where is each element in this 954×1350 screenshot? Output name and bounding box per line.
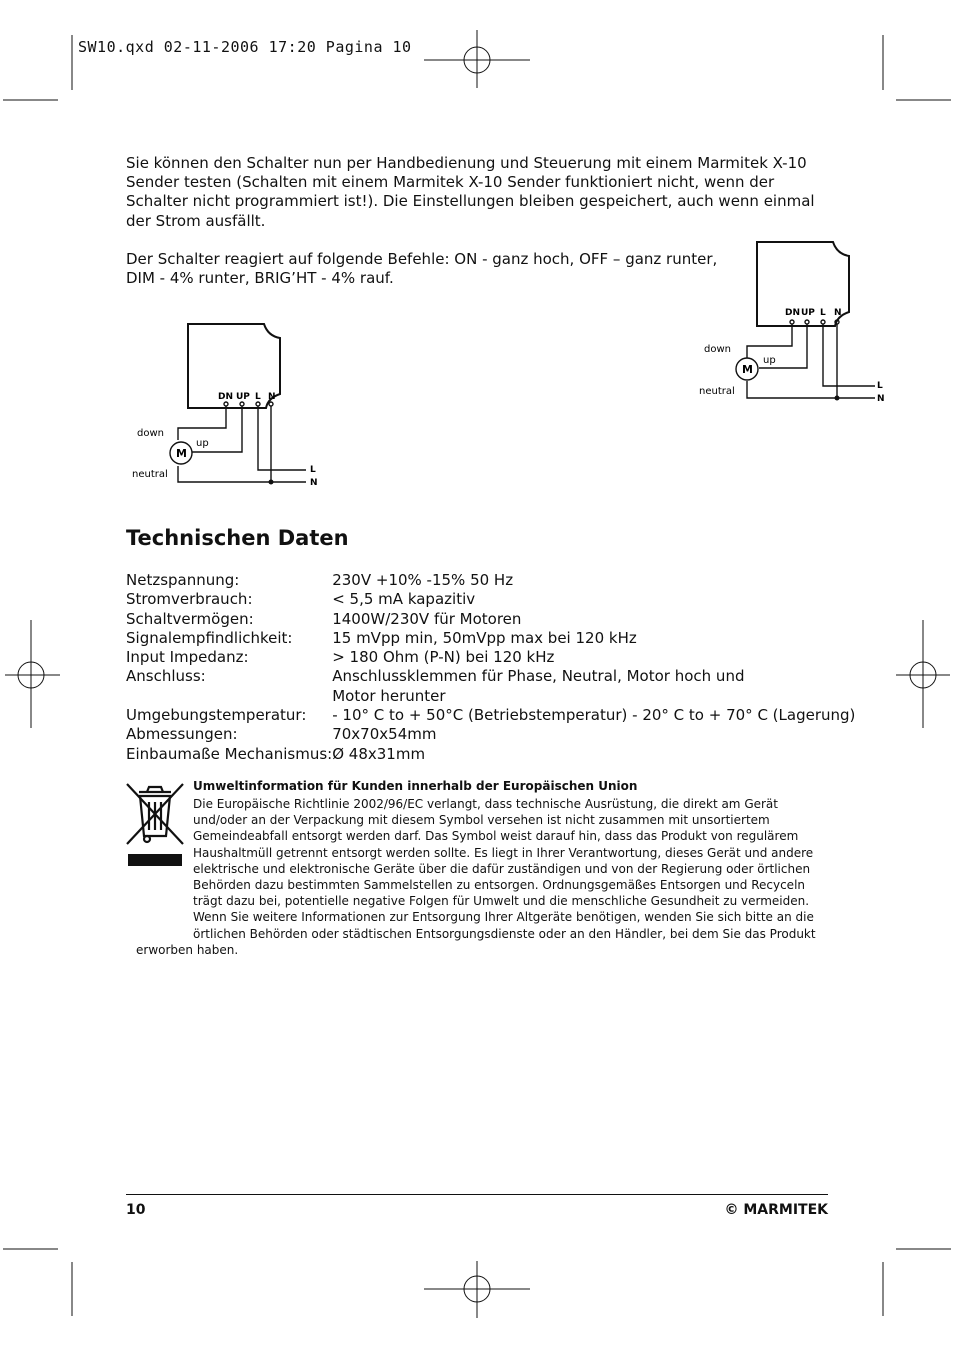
intro-paragraph: Sie können den Schalter nun per Handbedienung und Steuerung mit einem Marmitek X-10 Sender testen (Schalten mit einem Marmitek X-10 Sender funktioniert nicht, wenn der Schalter nicht programmiert ist!). Die Einstellungen bleiben gespeichert, auch wenn einmal der Strom ausfällt. <box>126 154 815 230</box>
label-up: up <box>763 355 776 366</box>
spec-value: > 180 Ohm (P-N) bei 120 kHz <box>332 648 555 667</box>
label-down: down <box>137 428 164 439</box>
spec-value <box>332 667 855 706</box>
section-title: Technischen Daten <box>126 526 349 550</box>
file-slug: SW10.qxd 02-11-2006 17:20 Pagina 10 <box>78 38 412 56</box>
terminal-dn: DN <box>785 308 801 318</box>
page-number: 10 <box>126 1202 146 1218</box>
line-n: N <box>310 478 318 488</box>
spec-row <box>126 629 855 648</box>
footer-rule <box>126 1194 828 1195</box>
wiring-diagram-right <box>697 236 892 406</box>
spec-value: Ø 48x31mm <box>332 744 426 763</box>
spec-row <box>126 706 855 725</box>
spec-label: Umgebungstemperatur: <box>126 706 307 725</box>
spec-label: Schaltvermögen: <box>126 609 254 628</box>
terminal-up: UP <box>236 392 250 402</box>
spec-value-line-1: Anschlussklemmen für Phase, Neutral, Motor hoch und <box>332 667 745 686</box>
spec-label: Input Impedanz: <box>126 648 249 667</box>
spec-row <box>126 590 855 609</box>
terminal-n: N <box>268 392 276 402</box>
label-neutral: neutral <box>699 386 735 397</box>
spec-row <box>126 648 855 667</box>
terminal-l: L <box>255 392 261 402</box>
spec-value: - 10° C to + 50°C (Betriebstemperatur) - 20° C to + 70° C (Lagerung) <box>332 706 856 725</box>
wiring-diagram-left <box>126 318 326 490</box>
spec-label: Einbaumaße Mechanismus: <box>126 744 333 763</box>
spec-row <box>126 725 855 744</box>
spec-row <box>126 667 855 706</box>
spec-label: Netzspannung: <box>126 571 240 589</box>
label-motor: M <box>176 447 187 460</box>
environment-title: Umweltinformation für Kunden innerhalb der Europäischen Union <box>193 779 638 793</box>
terminal-dn: DN <box>218 392 234 402</box>
commands-line-2: DIM - 4% runter, BRIG’HT - 4% rauf. <box>126 269 394 288</box>
spec-row <box>126 745 855 764</box>
spec-table <box>126 571 855 764</box>
label-motor: M <box>742 363 753 376</box>
spec-value: 1400W/230V für Motoren <box>332 609 522 628</box>
spec-value: 70x70x54mm <box>332 725 437 744</box>
terminal-n: N <box>834 308 842 318</box>
spec-value: 15 mVpp min, 50mVpp max bei 120 kHz <box>332 628 637 647</box>
icon-spacer <box>136 796 193 941</box>
environment-text <box>136 796 826 958</box>
spec-label: Stromverbrauch: <box>126 590 253 609</box>
terminal-l: L <box>820 308 826 318</box>
switch-housing-left <box>188 324 280 408</box>
label-neutral: neutral <box>132 469 168 480</box>
spec-value-line-2: Motor herunter <box>332 686 446 705</box>
line-n: N <box>877 394 885 404</box>
spec-label: Anschluss: <box>126 667 206 686</box>
copyright: © MARMITEK <box>724 1202 828 1218</box>
spec-row <box>126 610 855 629</box>
spec-label: Abmessungen: <box>126 725 238 744</box>
spec-label: Signalempfindlichkeit: <box>126 628 293 647</box>
terminal-up: UP <box>801 308 815 318</box>
label-down: down <box>704 344 731 355</box>
spec-value: < 5,5 mA kapazitiv <box>332 590 476 609</box>
label-up: up <box>196 438 209 449</box>
line-l: L <box>310 465 316 475</box>
commands-line-1: Der Schalter reagiert auf folgende Befehle: ON - ganz hoch, OFF – ganz runter, <box>126 250 718 268</box>
line-l: L <box>877 381 883 391</box>
spec-value: 230V +10% -15% 50 Hz <box>332 571 514 589</box>
spec-row <box>126 571 855 590</box>
environment-body: Die Europäische Richtlinie 2002/96/EC verlangt, dass technische Ausrüstung, die direkt am Gerät und/oder an der Verpackung mit diesem Symbol versehen ist nicht zusammen mit unsortiertem Gemeindeabfall entsorgt werden darf. Das Symbol weist darauf hin, dass das Produkt von regulärem Haushaltmüll getrennt entsorgt werden sollte. Es liegt in Ihrer Verantwortung, dieses Gerät und andere elektrische und elektronische Geräte über die dafür zuständigen und von der Regierung oder örtlichen Behörden dazu bestimmten Sammelstellen zu entsorgen. Ordnungsgemäßes Entsorgen und Recyceln trägt dazu bei, potentielle negative Folgen für Umwelt und die menschliche Gesundheit zu vermeiden. Wenn Sie weitere Informationen zur Entsorgung Ihrer Altgeräte benötigen, wenden Sie sich bitte an die örtlichen Behörden oder städtischen Entsorgungsdienste oder an den Händler, bei dem Sie das Produkt erworben haben. <box>136 797 816 957</box>
